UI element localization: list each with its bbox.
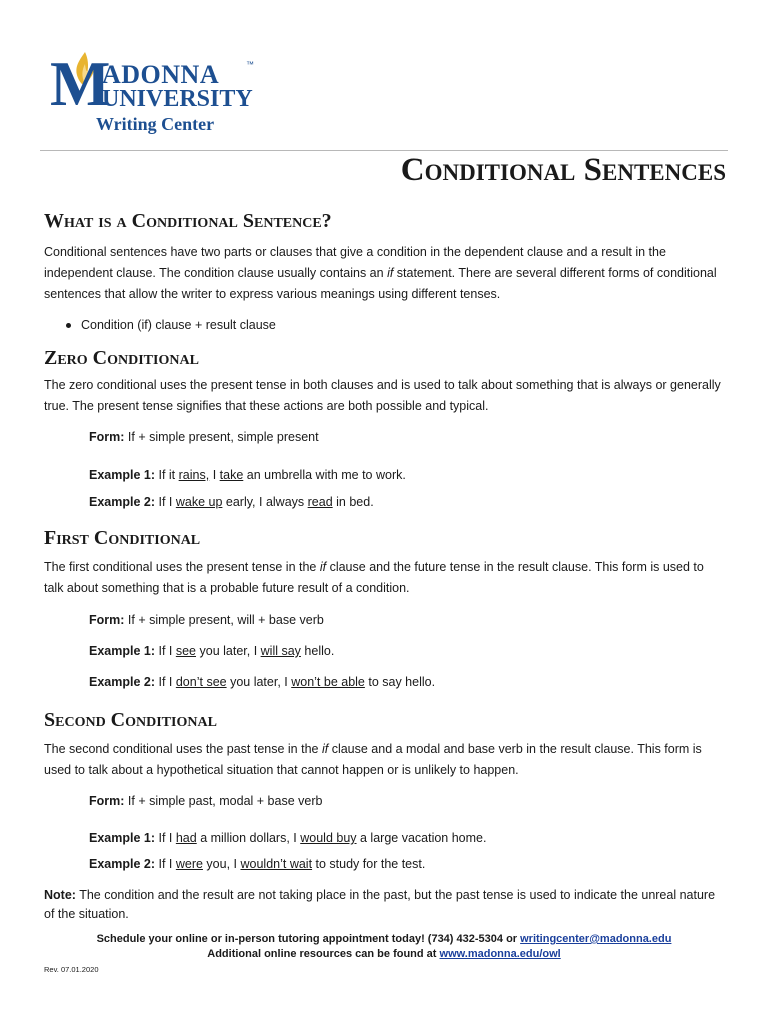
second-form: Form: If + simple past, modal + base verb: [89, 794, 323, 808]
footer-line-1: Schedule your online or in-person tutoring appointment today! (734) 432-5304 or writingcenter@madonna.edu: [96, 933, 672, 945]
header-divider: [40, 150, 728, 151]
paragraph-what-is: Conditional sentences have two parts or clauses that give a condition in the dependent clause and a result in the independent clause. The condition clause usually contains an if statement. There are several different forms of conditional sentences that allow the writer to express various meanings using different tenses.: [44, 245, 717, 301]
note-paragraph: Note: The condition and the result are not taking place in the past, but the past tense is used to indicate the unreal nature of the situation.: [44, 888, 716, 921]
heading-what-is: What is a Conditional Sentence?: [44, 210, 332, 232]
email-link[interactable]: writingcenter@madonna.edu: [520, 933, 672, 945]
logo-initial: M: [50, 48, 111, 119]
footer-line-2: Additional online resources can be found at www.madonna.edu/owl: [207, 948, 561, 960]
bullet-item: Condition (if) clause + result clause: [66, 316, 276, 334]
logo-line2: UNIVERSITY: [102, 86, 253, 112]
owl-link[interactable]: www.madonna.edu/owl: [439, 948, 561, 960]
first-example-2: Example 2: If I don’t see you later, I won’t be able to say hello.: [89, 675, 436, 689]
logo: [50, 50, 280, 140]
logo-line1: ADONNA: [102, 60, 220, 89]
logo-trademark: ™: [246, 60, 254, 69]
heading-second: Second Conditional: [44, 709, 217, 731]
paragraph-zero: The zero conditional uses the present tense in both clauses and is used to talk about something that is always or generally true. The present tense signifies that these actions are both possible and typical.: [44, 378, 721, 413]
heading-first: First Conditional: [44, 527, 201, 549]
heading-zero: Zero Conditional: [44, 347, 199, 369]
second-example-2: Example 2: If I were you, I wouldn’t wait to study for the test.: [89, 857, 426, 871]
footer: [40, 932, 728, 962]
page-title: Conditional Sentences: [400, 152, 726, 188]
first-form: Form: If + simple present, will + base verb: [89, 613, 324, 627]
zero-example-1: Example 1: If it rains, I take an umbrella with me to work.: [89, 468, 406, 482]
second-example-1: Example 1: If I had a million dollars, I would buy a large vacation home.: [89, 831, 487, 845]
revision-date: Rev. 07.01.2020: [44, 965, 99, 974]
bullet-icon: [66, 323, 71, 328]
logo-line3: Writing Center: [96, 114, 215, 134]
paragraph-second: The second conditional uses the past tense in the if clause and a modal and base verb in the result clause. This form is used to talk about a hypothetical situation that cannot happen or is unlikely to happen.: [44, 742, 702, 777]
zero-form: Form: If + simple present, simple present: [89, 430, 319, 444]
zero-example-2: Example 2: If I wake up early, I always read in bed.: [89, 495, 374, 509]
first-example-1: Example 1: If I see you later, I will say hello.: [89, 644, 335, 658]
paragraph-first: The first conditional uses the present tense in the if clause and the future tense in the result clause. This form is used to talk about something that is a probable future result of a condition.: [44, 560, 704, 595]
